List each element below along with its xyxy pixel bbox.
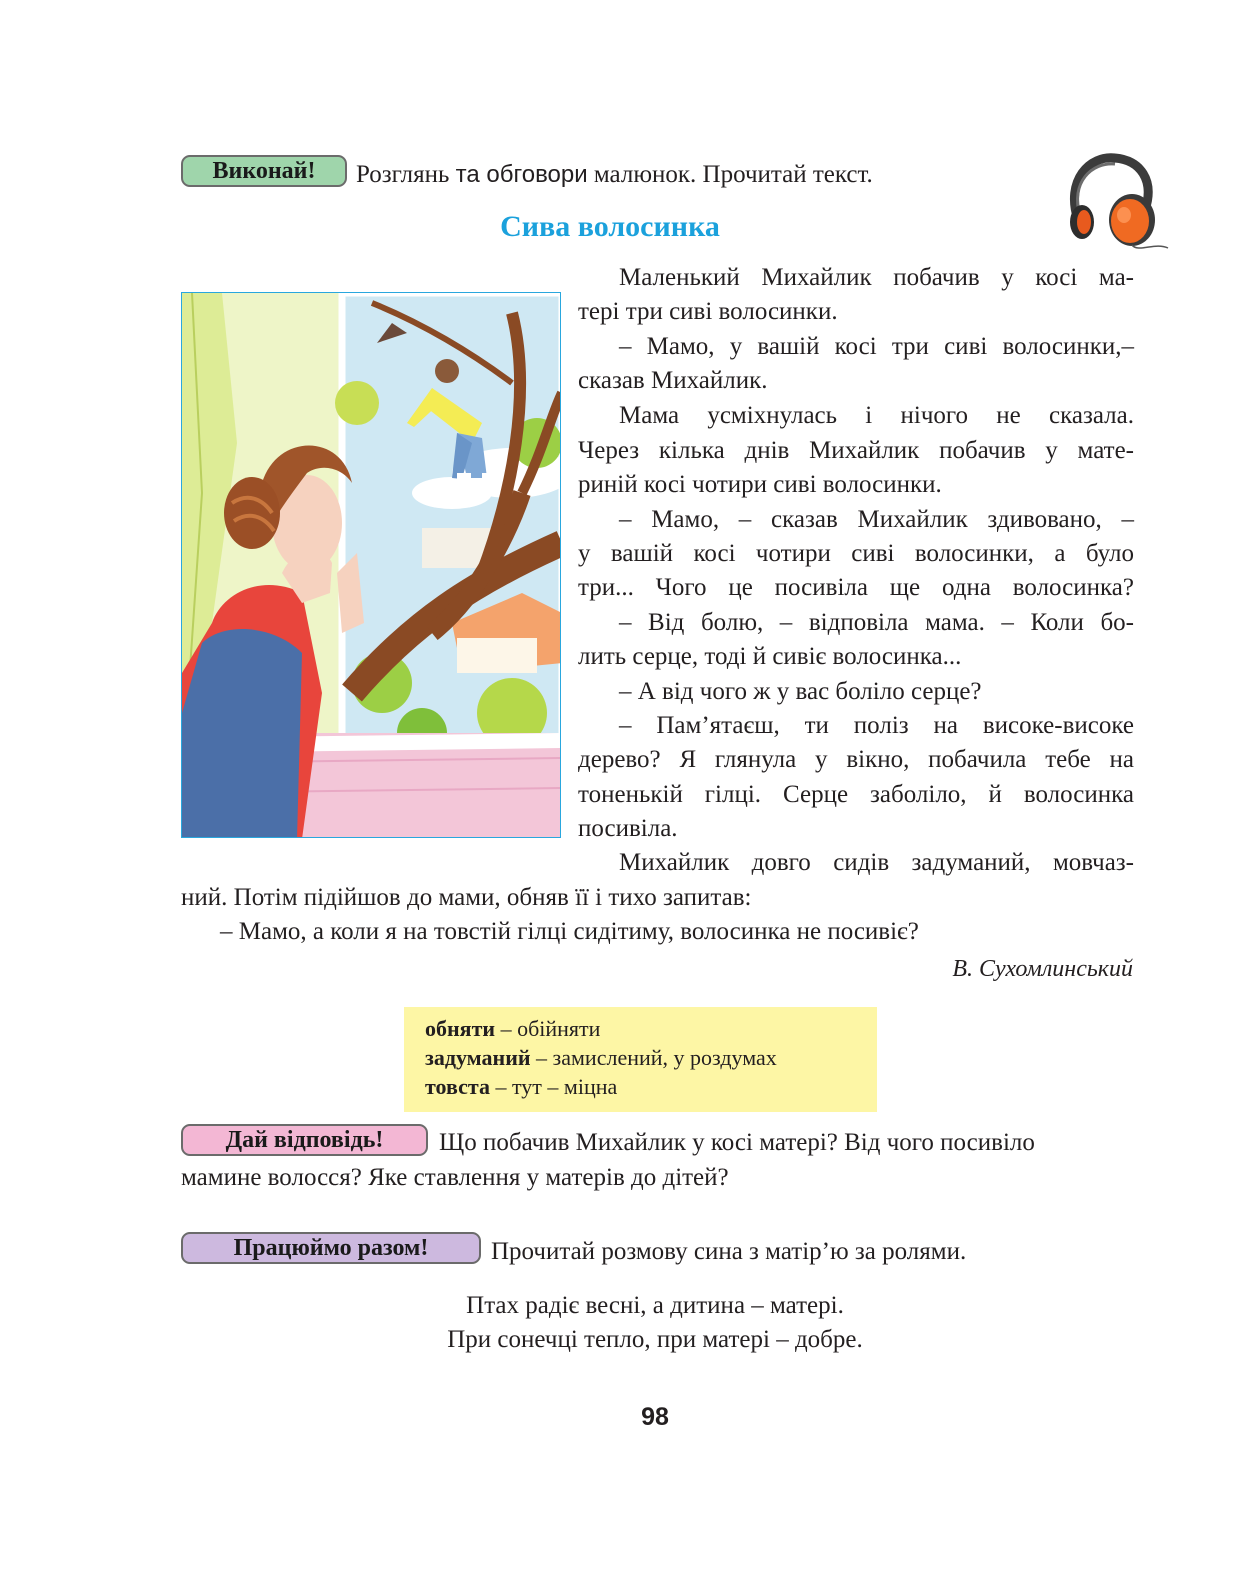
glossary-word: задуманий: [425, 1045, 531, 1070]
story-line: лить серце, тоді й сивіє волосинка...: [578, 643, 962, 670]
story-line: – Пам’ятаєш, ти поліз на високе-високе: [619, 712, 1134, 739]
story-author: В. Сухомлинський: [952, 956, 1133, 982]
task-badge-do: Виконай!: [181, 155, 347, 187]
glossary-entry: [425, 1072, 617, 1102]
story-line: Маленький Михайлик побачив у косі ма-: [619, 264, 1134, 291]
story-line: дерево? Я глянула у вікно, побачила тебе на: [578, 746, 1134, 773]
together-badge: Працюймо разом!: [181, 1232, 481, 1264]
story-line: Михайлик довго сидів задуманий, мовчаз-: [619, 849, 1134, 876]
story-line: Мама усміхнулась і нічого не сказала.: [619, 402, 1134, 429]
task-instruction-part1: Розглянь: [356, 161, 450, 188]
together-instruction: Прочитай розмову сина з матір’ю за ролями.: [491, 1238, 967, 1265]
story-line: – Мамо, а коли я на товстій гілці сидітиму, волосинка не посивіє?: [220, 918, 919, 945]
glossary-word: товста: [425, 1074, 490, 1099]
story-line: три... Чого це посивіла ще одна волосинка?: [578, 574, 1134, 601]
story-line: тоненькій гілці. Серце заболіло, й волосинка: [578, 781, 1134, 808]
answer-question-line: мамине волосся? Яке ставлення у матерів до дітей?: [181, 1164, 729, 1191]
story-line: – Мамо, у вашій косі три сиві волосинки,–: [619, 333, 1134, 360]
answer-badge: Дай відповідь!: [181, 1124, 428, 1156]
glossary-word: обняти: [425, 1016, 496, 1041]
story-title: Сива волосинка: [500, 210, 720, 243]
headphones-icon: [1060, 150, 1170, 255]
page-number: 98: [641, 1403, 669, 1431]
glossary-entry: [425, 1014, 600, 1044]
glossary-meaning: – обійняти: [495, 1016, 601, 1041]
glossary-meaning: – тут – міцна: [489, 1074, 618, 1099]
story-line: ний. Потім підійшов до мами, обняв її і тихо запитав:: [181, 884, 752, 911]
story-line: – Мамо, – сказав Михайлик здивовано, –: [619, 506, 1134, 533]
task-instruction: [356, 158, 873, 192]
story-line: Через кілька днів Михайлик побачив у мате-: [578, 437, 1134, 464]
answer-question-line: Що побачив Михайлик у косі матері? Від чого посивіло: [439, 1129, 1035, 1156]
story-line: посивіла.: [578, 815, 678, 842]
story-line: риній косі чотири сиві волосинки.: [578, 471, 942, 498]
story-line: у вашій косі чотири сиві волосинки, а було: [578, 540, 1134, 567]
proverb-line: При сонечці тепло, при матері – добре.: [447, 1326, 863, 1353]
proverb-line: Птах радіє весні, а дитина – матері.: [466, 1292, 844, 1319]
story-illustration: [181, 292, 561, 838]
task-instruction-part3: малюнок. Прочитай текст.: [593, 161, 873, 188]
story-line: – Від болю, – відповіла мама. – Коли бо-: [619, 609, 1134, 636]
story-line: – А від чого ж у вас боліло серце?: [619, 678, 982, 705]
task-instruction-part2: та обговори: [455, 161, 588, 188]
glossary-entry: [425, 1043, 777, 1073]
story-line: тері три сиві волосинки.: [578, 298, 838, 325]
glossary-meaning: – замислений, у роздумах: [530, 1045, 777, 1070]
story-line: сказав Михайлик.: [578, 367, 768, 394]
glossary-box: [404, 1007, 877, 1112]
